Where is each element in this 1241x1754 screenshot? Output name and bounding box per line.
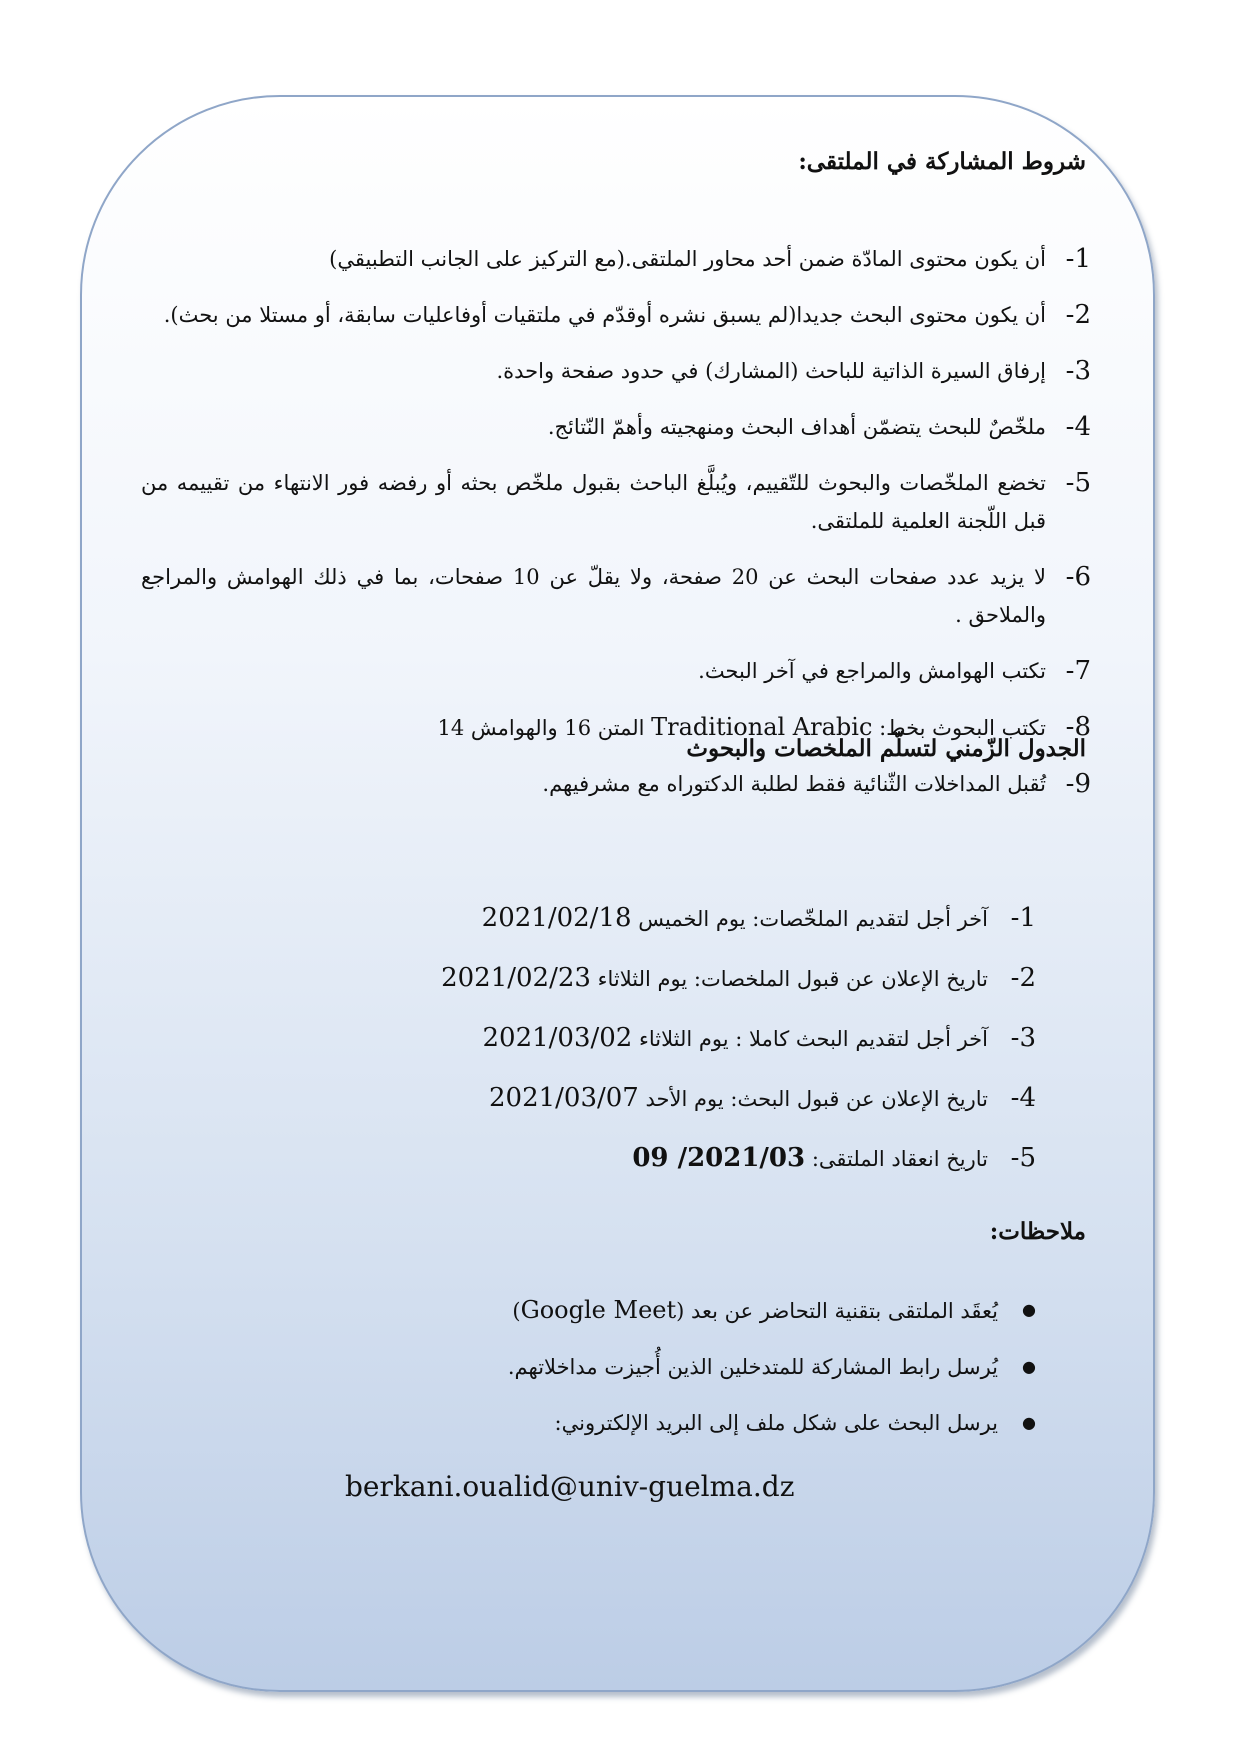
condition-text: أن يكون محتوى المادّة ضمن أحد محاور الملتقى.(مع التركيز على الجانب التطبيقي) bbox=[329, 247, 1046, 271]
schedule-date: 2021/03/07 bbox=[488, 1083, 639, 1113]
item-number: 2- bbox=[1065, 300, 1091, 330]
schedule-date: 09 /2021/03 bbox=[632, 1143, 806, 1173]
schedule-item bbox=[336, 1078, 1036, 1119]
condition-text: تكتب البحوث بخط: bbox=[879, 716, 1046, 740]
schedule-item bbox=[336, 958, 1036, 999]
item-number: 1- bbox=[1010, 903, 1036, 933]
condition-item bbox=[141, 464, 1091, 540]
note-latin: Google Meet bbox=[520, 1296, 677, 1324]
condition-text: المتن 16 والهوامش 14 bbox=[437, 716, 645, 740]
condition-item bbox=[141, 558, 1091, 634]
note-text: يرسل البحث على شكل ملف إلى البريد الإلكتروني: bbox=[554, 1411, 998, 1435]
note-item bbox=[336, 1347, 1036, 1387]
conditions-heading: شروط المشاركة في الملتقى: bbox=[798, 148, 1086, 175]
item-number: 5- bbox=[1065, 468, 1091, 498]
item-number: 1- bbox=[1065, 244, 1091, 274]
item-number: 5- bbox=[1010, 1143, 1036, 1173]
font-name: Traditional Arabic bbox=[651, 713, 873, 741]
schedule-text: تاريخ الإعلان عن قبول البحث: يوم الأحد bbox=[645, 1087, 988, 1111]
note-text: يُرسل رابط المشاركة للمتدخلين الذين أُجيزت مداخلاتهم. bbox=[507, 1355, 998, 1379]
note-item bbox=[336, 1290, 1036, 1331]
condition-text: تخضع الملخّصات والبحوث للتّقييم، ويُبلَّغ الباحث بقبول ملخّص بحثه أو رفضه فور الانتهاء من تقييمه من قبل اللّجنة العلمية للملتقى. bbox=[141, 471, 1046, 533]
condition-text: ملخّصٌ للبحث يتضمّن أهداف البحث ومنهجيته وأهمّ النّتائج. bbox=[547, 415, 1046, 439]
schedule-list bbox=[336, 898, 1036, 1198]
notes-list bbox=[336, 1290, 1036, 1459]
condition-item bbox=[141, 296, 1091, 334]
condition-text: تكتب الهوامش والمراجع في آخر البحث. bbox=[698, 659, 1046, 683]
item-number: 9- bbox=[1065, 769, 1091, 799]
schedule-text: آخر أجل لتقديم الملخّصات: يوم الخميس bbox=[638, 907, 988, 931]
schedule-item bbox=[336, 1018, 1036, 1059]
condition-item bbox=[141, 652, 1091, 690]
condition-item bbox=[141, 408, 1091, 446]
schedule-text: تاريخ انعقاد الملتقى: bbox=[811, 1147, 988, 1171]
bullet-icon: ● bbox=[1022, 1413, 1036, 1432]
item-number: 4- bbox=[1010, 1083, 1036, 1113]
note-text: ) bbox=[512, 1299, 521, 1323]
schedule-date: 2021/02/18 bbox=[481, 903, 632, 933]
email-address: berkani.oualid@univ-guelma.dz bbox=[345, 1470, 795, 1503]
schedule-item bbox=[336, 1138, 1036, 1179]
condition-item bbox=[141, 240, 1091, 278]
condition-text: أن يكون محتوى البحث جديدا(لم يسبق نشره أوقدّم في ملتقيات أوفاعليات سابقة، أو مستلا من بحث). bbox=[163, 303, 1046, 327]
bullet-icon: ● bbox=[1022, 1357, 1036, 1376]
conditions-list bbox=[141, 240, 1091, 821]
condition-text: إرفاق السيرة الذاتية للباحث (المشارك) في حدود صفحة واحدة. bbox=[496, 359, 1046, 383]
schedule-date: 2021/02/23 bbox=[441, 963, 591, 993]
condition-text: لا يزيد عدد صفحات البحث عن 20 صفحة، ولا يقلّ عن 10 صفحات، بما في ذلك الهوامش والمراجع والملاحق . bbox=[141, 565, 1046, 627]
schedule-heading: الجدول الزّمني لتسلّم الملخصات والبحوث bbox=[686, 735, 1086, 762]
item-number: 3- bbox=[1010, 1023, 1036, 1053]
item-number: 2- bbox=[1010, 963, 1036, 993]
notes-heading: ملاحظات: bbox=[989, 1218, 1086, 1245]
item-number: 3- bbox=[1065, 356, 1091, 386]
schedule-text: تاريخ الإعلان عن قبول الملخصات: يوم الثلاثاء bbox=[597, 967, 988, 991]
condition-item bbox=[141, 765, 1091, 803]
bullet-icon: ● bbox=[1022, 1300, 1036, 1319]
item-number: 4- bbox=[1065, 412, 1091, 442]
schedule-item bbox=[336, 898, 1036, 939]
schedule-text: آخر أجل لتقديم البحث كاملا : يوم الثلاثاء bbox=[639, 1027, 988, 1051]
item-number: 6- bbox=[1065, 562, 1091, 592]
condition-text: تُقبل المداخلات الثّنائية فقط لطلبة الدكتوراه مع مشرفيهم. bbox=[542, 772, 1046, 796]
condition-item bbox=[141, 352, 1091, 390]
item-number: 8- bbox=[1065, 712, 1091, 742]
schedule-date: 2021/03/02 bbox=[482, 1023, 633, 1053]
note-text: يُعقَد الملتقى بتقنية التحاضر عن بعد ( bbox=[676, 1299, 998, 1323]
item-number: 7- bbox=[1065, 656, 1091, 686]
note-item bbox=[336, 1403, 1036, 1443]
